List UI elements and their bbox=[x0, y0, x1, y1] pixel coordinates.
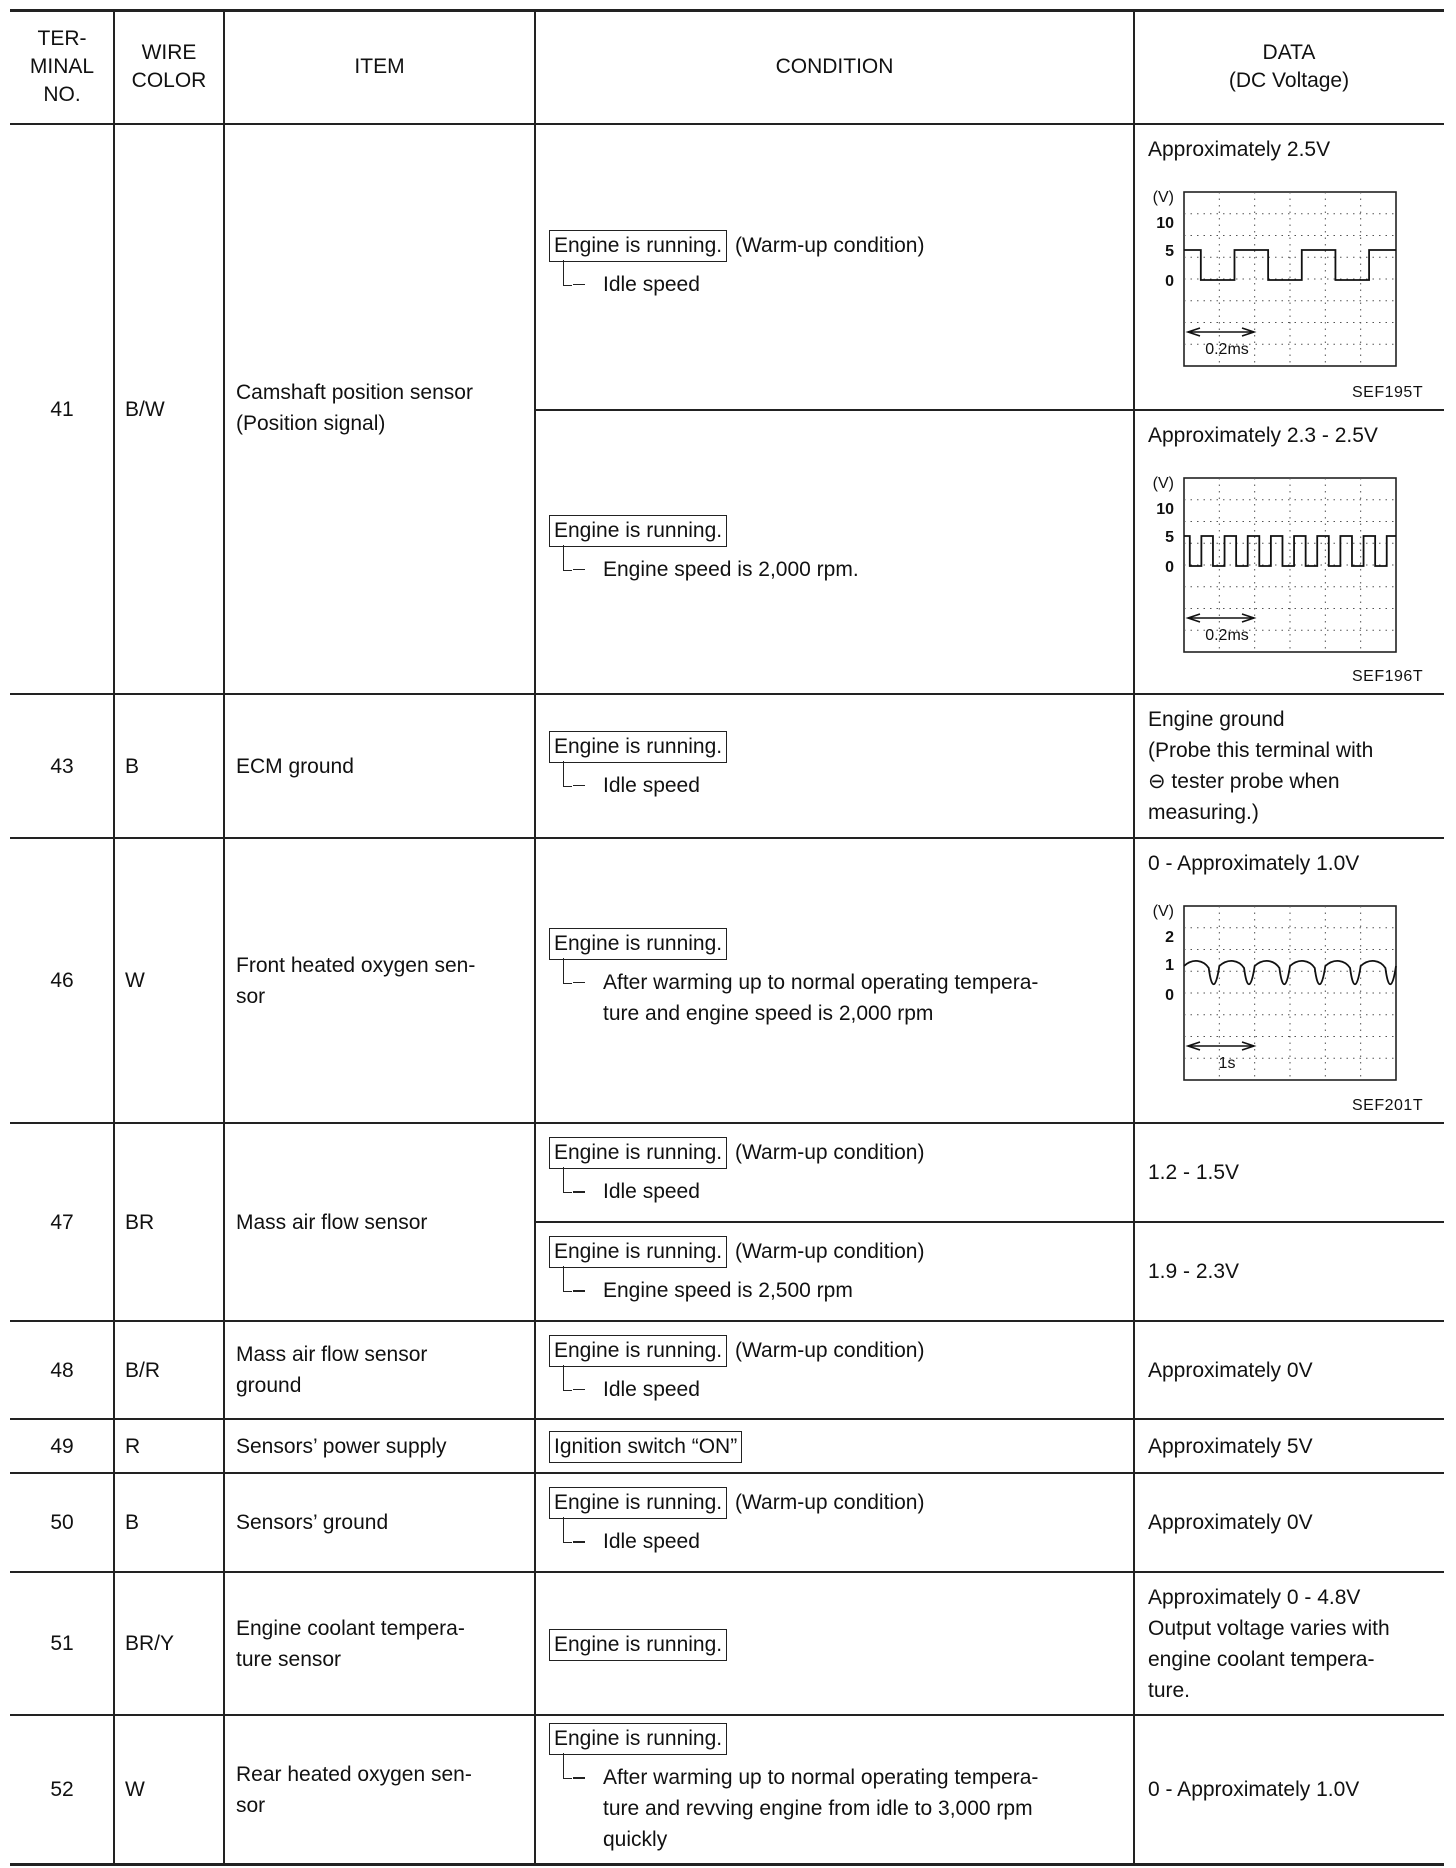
row-rule bbox=[10, 693, 1444, 695]
data-line: Approximately 0 - 4.8V bbox=[1148, 1585, 1361, 1609]
item-name bbox=[236, 838, 533, 1123]
terminal-number: 43 bbox=[50, 754, 74, 778]
condition-bracket bbox=[563, 1753, 572, 1779]
scope-trace bbox=[1184, 961, 1396, 984]
scope-unit-label: (V) bbox=[1152, 475, 1174, 492]
wire-color: BR bbox=[125, 1210, 155, 1234]
wire-color: BR/Y bbox=[125, 1632, 175, 1655]
data-line: ture. bbox=[1148, 1678, 1191, 1702]
wire-color: W bbox=[125, 1778, 145, 1801]
scope-y-tick-label: 1 bbox=[1165, 957, 1174, 974]
figure-id: SEF195T bbox=[1352, 384, 1424, 401]
item-line: sor bbox=[236, 1793, 266, 1817]
scope-y-tick-label: 10 bbox=[1156, 215, 1174, 232]
item-name bbox=[236, 1572, 533, 1715]
header-condition: CONDITION bbox=[775, 55, 894, 78]
data-line: 0 - Approximately 1.0V bbox=[1148, 852, 1360, 875]
condition-bracket bbox=[563, 1266, 572, 1292]
condition-detail-line: After warming up to normal operating tempera- bbox=[603, 970, 1039, 994]
terminal-number: 52 bbox=[50, 1778, 74, 1801]
item-line: Rear heated oxygen sen- bbox=[236, 1762, 472, 1786]
condition-detail-line: quickly bbox=[603, 1828, 668, 1851]
scope-unit-label: (V) bbox=[1152, 189, 1174, 206]
row-rule bbox=[10, 1714, 1444, 1716]
data-line: Engine ground bbox=[1148, 708, 1285, 731]
condition-dash bbox=[573, 1777, 585, 1779]
condition-dash bbox=[573, 1541, 585, 1543]
condition-dash bbox=[573, 1191, 585, 1193]
data-line: (Probe this terminal with bbox=[1148, 739, 1374, 762]
scope-y-tick-label: 2 bbox=[1165, 929, 1174, 946]
condition-note: (Warm-up condition) bbox=[735, 1240, 925, 1263]
condition-detail bbox=[603, 269, 1163, 300]
wire-color: B bbox=[125, 754, 140, 778]
data-value bbox=[1148, 134, 1438, 165]
data-line: Approximately 2.3 - 2.5V bbox=[1148, 424, 1378, 447]
condition-detail bbox=[603, 1374, 1163, 1405]
data-value bbox=[1148, 1431, 1438, 1462]
condition-detail bbox=[603, 1762, 1163, 1855]
data-value bbox=[1148, 1507, 1438, 1538]
column-rule bbox=[534, 10, 536, 1864]
header-line: DATA bbox=[1262, 41, 1316, 64]
condition-dash bbox=[573, 1389, 585, 1391]
condition-detail-line: ture and engine speed is 2,000 rpm bbox=[603, 1001, 934, 1025]
data-line: Approximately 0V bbox=[1148, 1358, 1313, 1382]
data-line: 0 - Approximately 1.0V bbox=[1148, 1778, 1360, 1801]
item-line: Sensors’ power supply bbox=[236, 1434, 447, 1458]
scope-time-label: 0.2ms bbox=[1205, 341, 1249, 358]
data-value bbox=[1148, 848, 1438, 879]
oscilloscope-waveform bbox=[1144, 184, 1399, 369]
row-rule bbox=[10, 1122, 1444, 1124]
scope-y-tick-label: 0 bbox=[1165, 273, 1174, 290]
condition-state-box: Engine is running. bbox=[549, 731, 727, 763]
item-line: Engine coolant tempera- bbox=[236, 1616, 465, 1640]
subrow-rule bbox=[535, 1221, 1444, 1223]
condition-detail-line: Idle speed bbox=[603, 773, 700, 797]
condition-detail-line: ture and revving engine from idle to 3,000 rpm bbox=[603, 1797, 1033, 1820]
data-line: 1.2 - 1.5V bbox=[1148, 1161, 1240, 1184]
condition-state-box: Engine is running. bbox=[549, 928, 727, 960]
item-name bbox=[236, 124, 533, 694]
scope-unit-label: (V) bbox=[1152, 903, 1174, 920]
condition-bracket bbox=[563, 1167, 572, 1193]
condition-state-box: Engine is running. bbox=[549, 1335, 727, 1367]
condition-dash bbox=[573, 1290, 585, 1292]
item-name bbox=[236, 694, 533, 838]
condition-bracket bbox=[563, 1365, 572, 1391]
terminal-number: 46 bbox=[50, 969, 74, 992]
data-line: Approximately 2.5V bbox=[1148, 138, 1331, 161]
condition-state-box: Engine is running. bbox=[549, 515, 727, 547]
terminal-number: 41 bbox=[50, 397, 74, 421]
terminal-number: 50 bbox=[50, 1511, 74, 1534]
item-line: Mass air flow sensor bbox=[236, 1343, 428, 1366]
row-rule bbox=[10, 1418, 1444, 1420]
scope-y-tick-label: 5 bbox=[1165, 529, 1174, 546]
condition-detail-line: After warming up to normal operating tempera- bbox=[603, 1766, 1039, 1789]
condition-detail bbox=[603, 554, 1163, 585]
condition-note: (Warm-up condition) bbox=[735, 1338, 925, 1362]
data-value bbox=[1148, 1582, 1438, 1706]
condition-dash bbox=[573, 785, 585, 787]
terminal-number: 48 bbox=[50, 1358, 74, 1382]
data-line: measuring.) bbox=[1148, 801, 1259, 824]
terminal-number: 51 bbox=[50, 1632, 74, 1655]
condition-detail-line: Idle speed bbox=[603, 1377, 700, 1401]
data-value bbox=[1148, 1157, 1438, 1188]
condition-state-box: Engine is running. bbox=[549, 1723, 727, 1755]
data-line: Approximately 0V bbox=[1148, 1511, 1313, 1534]
data-value bbox=[1148, 420, 1438, 451]
item-name bbox=[236, 1473, 533, 1572]
condition-detail bbox=[603, 770, 1163, 801]
condition-bracket bbox=[563, 545, 572, 571]
condition-detail-line: Idle speed bbox=[603, 1180, 700, 1203]
condition-note: (Warm-up condition) bbox=[735, 233, 925, 257]
row-rule bbox=[10, 837, 1444, 839]
header-line: MINAL bbox=[29, 55, 95, 78]
figure-id: SEF196T bbox=[1352, 668, 1424, 685]
header-line: TER- bbox=[37, 27, 87, 50]
data-value bbox=[1148, 1355, 1438, 1386]
item-name bbox=[236, 1321, 533, 1419]
condition-bracket bbox=[563, 958, 572, 984]
condition-state-box: Engine is running. bbox=[549, 1236, 727, 1268]
wire-color: B bbox=[125, 1511, 140, 1534]
condition-state-box: Engine is running. bbox=[549, 1487, 727, 1519]
condition-dash bbox=[573, 982, 585, 984]
subrow-rule bbox=[535, 409, 1444, 411]
item-name bbox=[236, 1715, 533, 1864]
item-name bbox=[236, 1419, 533, 1473]
header-data bbox=[1134, 10, 1444, 124]
condition-state-box: Engine is running. bbox=[549, 1137, 727, 1169]
condition-note: (Warm-up condition) bbox=[735, 1491, 925, 1514]
row-rule bbox=[10, 1571, 1444, 1573]
item-line: Mass air flow sensor bbox=[236, 1210, 428, 1234]
item-line: Camshaft position sensor bbox=[236, 381, 473, 404]
condition-state-box: Engine is running. bbox=[549, 1629, 727, 1661]
scope-y-tick-label: 0 bbox=[1165, 987, 1174, 1004]
item-line: (Position signal) bbox=[236, 412, 386, 435]
condition-detail bbox=[603, 1526, 1163, 1557]
item-name bbox=[236, 1123, 533, 1321]
item-line: sor bbox=[236, 984, 266, 1008]
wire-color: R bbox=[125, 1434, 141, 1458]
condition-dash bbox=[573, 569, 585, 571]
figure-id: SEF201T bbox=[1352, 1097, 1424, 1114]
oscilloscope-waveform bbox=[1144, 898, 1399, 1083]
wire-color: B/R bbox=[125, 1358, 161, 1382]
condition-detail-line: Engine speed is 2,500 rpm bbox=[603, 1279, 853, 1302]
header-item: ITEM bbox=[354, 55, 405, 78]
terminal-number: 49 bbox=[50, 1434, 74, 1458]
terminal-number: 47 bbox=[50, 1210, 74, 1234]
condition-detail bbox=[603, 1176, 1163, 1207]
item-line: ECM ground bbox=[236, 754, 354, 778]
scope-y-tick-label: 5 bbox=[1165, 243, 1174, 260]
data-value bbox=[1148, 1774, 1438, 1805]
condition-bracket bbox=[563, 1517, 572, 1543]
condition-note: (Warm-up condition) bbox=[735, 1141, 925, 1164]
header-wire-color bbox=[114, 10, 224, 124]
data-value bbox=[1148, 1256, 1438, 1287]
condition-detail bbox=[603, 967, 1163, 1029]
data-value bbox=[1148, 704, 1438, 828]
oscilloscope-waveform bbox=[1144, 470, 1399, 655]
header-terminal-no bbox=[10, 10, 114, 124]
condition-detail-line: Idle speed bbox=[603, 1530, 700, 1553]
condition-bracket bbox=[563, 260, 572, 286]
wire-color: W bbox=[125, 969, 145, 992]
row-rule bbox=[10, 1472, 1444, 1474]
item-line: ground bbox=[236, 1374, 302, 1397]
data-line: ⊖ tester probe when bbox=[1148, 770, 1340, 793]
item-line: Front heated oxygen sen- bbox=[236, 953, 476, 977]
table-bottom-rule bbox=[10, 1863, 1444, 1866]
scope-y-tick-label: 10 bbox=[1156, 501, 1174, 518]
condition-bracket bbox=[563, 761, 572, 787]
scope-time-label: 1s bbox=[1218, 1055, 1236, 1072]
wire-color: B/W bbox=[125, 397, 165, 421]
data-line: Approximately 5V bbox=[1148, 1434, 1313, 1458]
condition-state-box: Engine is running. bbox=[549, 230, 727, 262]
data-line: Output voltage varies with bbox=[1148, 1616, 1390, 1640]
header-line: COLOR bbox=[131, 69, 207, 92]
condition-dash bbox=[573, 284, 585, 286]
header-line: NO. bbox=[43, 83, 81, 106]
data-line: engine coolant tempera- bbox=[1148, 1647, 1375, 1671]
condition-state-box: Ignition switch “ON” bbox=[549, 1431, 742, 1463]
row-rule bbox=[10, 1320, 1444, 1322]
data-line: 1.9 - 2.3V bbox=[1148, 1260, 1240, 1283]
condition-detail bbox=[603, 1275, 1163, 1306]
scope-time-label: 0.2ms bbox=[1205, 627, 1249, 644]
condition-detail-line: Idle speed bbox=[603, 272, 700, 296]
item-line: ture sensor bbox=[236, 1647, 342, 1671]
condition-detail-line: Engine speed is 2,000 rpm. bbox=[603, 557, 859, 581]
header-line: WIRE bbox=[141, 41, 197, 64]
scope-y-tick-label: 0 bbox=[1165, 559, 1174, 576]
header-line: (DC Voltage) bbox=[1228, 69, 1350, 92]
item-line: Sensors’ ground bbox=[236, 1511, 389, 1534]
